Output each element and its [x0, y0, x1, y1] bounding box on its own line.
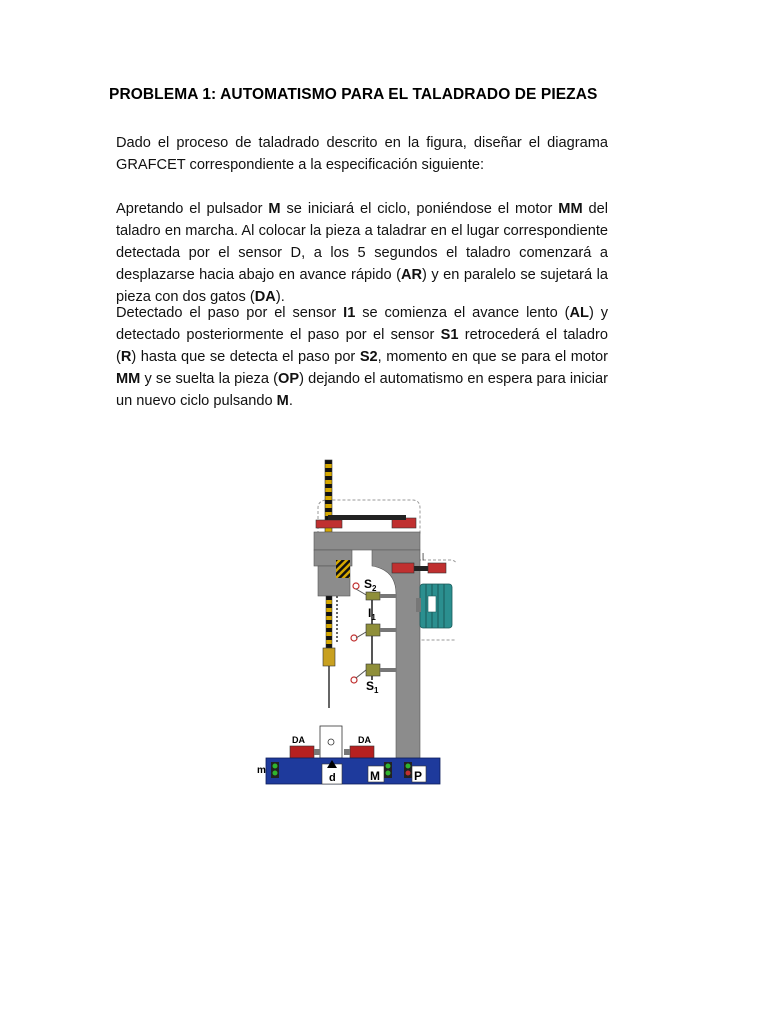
bold-term: R: [120, 349, 132, 365]
motor-indicator-text: |: [422, 552, 425, 561]
text: se comienza el avance lento (: [355, 305, 570, 321]
text: Apretando el pulsador: [116, 201, 269, 217]
text: .: [288, 393, 293, 409]
sensor-i1: [351, 624, 396, 641]
motor-pulley-right: [428, 563, 446, 573]
label-da-right: DA: [358, 735, 371, 745]
bold-term: DA: [254, 289, 276, 305]
drilling-machine-figure: [256, 456, 456, 788]
bold-term: MM: [558, 201, 583, 217]
label-M: M: [370, 769, 380, 783]
bold-term: M: [268, 201, 281, 217]
motor-pulley-left: [392, 563, 414, 573]
machine-column: [372, 550, 420, 758]
bold-term: I1: [343, 305, 356, 321]
text: Detectado el paso por el sensor: [116, 305, 344, 321]
indicator-m: [271, 762, 279, 778]
indicator-M: [384, 762, 392, 778]
label-m-small: m: [257, 765, 266, 776]
indicator-P: [404, 762, 412, 778]
workpiece: [320, 726, 342, 758]
text: ) y detectado posteriormente el paso por el sensor: [116, 305, 608, 343]
bold-term: AR: [400, 267, 423, 283]
top-belt: [328, 515, 406, 520]
drill-chuck: [323, 648, 335, 666]
text: ).: [275, 289, 285, 305]
paragraph-sensors: [116, 302, 608, 412]
spindle-lower: [326, 596, 332, 648]
drill-motor: [416, 584, 452, 628]
bold-term: S1: [440, 327, 459, 343]
bold-term: OP: [277, 371, 300, 387]
label-P: P: [414, 769, 423, 783]
text: y se suelta la pieza (: [140, 371, 278, 387]
bold-term: AL: [569, 305, 589, 321]
label-s2: $S_2$: [364, 577, 377, 593]
label-s2-sub: 2: [372, 584, 377, 593]
top-pulley-left: [316, 520, 342, 528]
label-d: d: [329, 772, 336, 784]
text: ) y en paralelo se sujetará la pieza con dos gatos (: [116, 267, 608, 305]
clamp-right: [344, 746, 374, 758]
text: del taladro en marcha. Al colocar la pieza a taladrar en el lugar correspondiente detectada por el sensor D, a los 5 segundos el taladro comenzará a desplazarse hacia abajo en avance rápido (: [116, 201, 608, 283]
label-i1-sub: 1: [371, 613, 376, 622]
text: Dado el proceso de taladrado descrito en la figura, diseñar el diagrama GRAFCET correspondiente a la especificación siguiente:: [116, 135, 608, 173]
text: retrocederá el taladro (: [116, 327, 608, 365]
bold-term: M: [276, 393, 289, 409]
text: , momento en que se para el motor: [377, 349, 609, 365]
label-s1: $S_1$: [366, 679, 379, 695]
text: se iniciará el ciclo, poniéndose el motor: [280, 201, 559, 217]
text: ) hasta que se detecta el paso por: [131, 349, 360, 365]
quill-hatch: [336, 560, 350, 578]
bold-term: MM: [116, 371, 141, 387]
paragraph-cycle-start: [116, 198, 608, 308]
label-da-left: DA: [292, 735, 305, 745]
label-s1-sub: 1: [374, 686, 379, 695]
paragraph-intro: [116, 132, 608, 176]
clamp-left: [290, 746, 320, 758]
text: ) dejando el automatismo en espera para iniciar un nuevo ciclo pulsando: [116, 371, 608, 409]
label-i1: $I_1$: [368, 606, 376, 622]
page-title: PROBLEMA 1: AUTOMATISMO PARA EL TALADRADO DE PIEZAS: [109, 86, 598, 103]
machine-head: [314, 532, 420, 550]
bold-term: S2: [359, 349, 378, 365]
